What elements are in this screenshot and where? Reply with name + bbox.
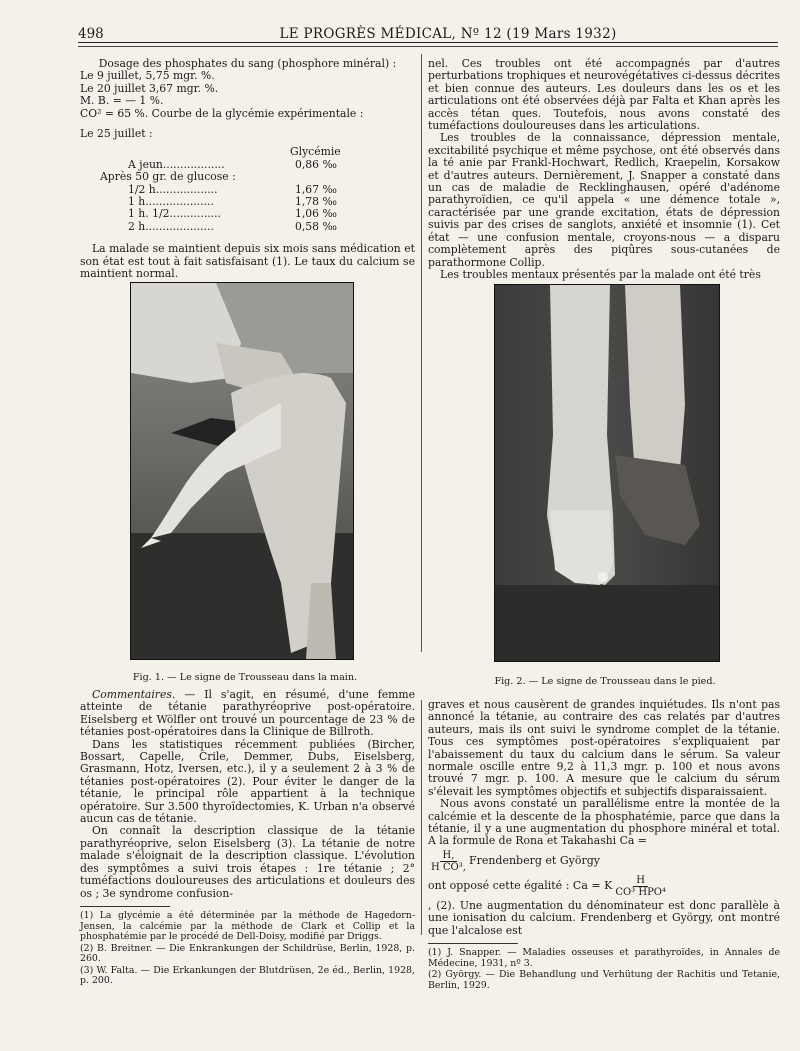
commentaires-lead: Commentaires. [92,688,176,701]
glycemie-value: 0,58 ‰ [295,219,337,233]
glycemie-value: 1,67 ‰ [295,182,337,196]
formula-frendenberg [428,875,780,898]
header-rule [78,42,778,43]
paragraph: Les troubles de la connaissance, dépression mentale, excitabilité psychique et même psychose, ont été observés dans la té anie par Frankl-Hochwart, Redlich, Kraepelin, Korsakow et d'autres auteurs. Dernièrement, J. Snapper a constaté dans un cas de maladie de Recklinghausen, opéré d'adénome parathyroïdien, ce qu'il appela « une démence totale », caractérisée par une grande excitation, états de dépression suivis par des crises de sanglots, anxiété et insomnie (1). Cet état — une confusion mentale, croyons-nous — a disparu complètement après des piqûres sous-cutanées de parathormone Collip. [428,131,780,269]
date-line: Le 25 juillet : [80,127,153,141]
footnotes [80,911,415,987]
formula-rona [428,850,780,873]
paragraph: graves et nous causèrent de grandes inquiétudes. Ils n'ont pas annoncé la tétanie, au contraire des cas relatés par d'autres auteurs, mais ils ont suivi le syndrome complet de la tétanie. Tous ces symptômes post-opératoires s'expliquaient par l'abaissement du taux du calcium dans le sérum. Sa valeur normale oscille entre 9,2 à 11,3 mgr. p. 100 et nous avons trouvé 7 mgr. p. 100. A mesure que le calcium du sérum s'élevait les symptômes objectifs et subjectifs disparaissaient. [428,698,780,798]
paragraph: nel. Ces troubles ont été accompagnés par d'autres perturbations trophiques et neurovégétatives ci-dessus décrites et bien connue des auteurs. Les douleurs dans les os et les articulations ont été observées déjà par Falta et Khan après les accès tétan ques. Toutefois, nous avons constaté des tuméfactions douloureuses dans les articulations. [428,57,780,133]
hand-photo-illustration [131,283,353,659]
paragraph: , (2). Une augmentation du dénominateur est donc parallèle à une ionisation du calcium. Frendenberg et György, ont montré que l'alcalose est [428,898,780,937]
figure-2-caption: Fig. 2. — Le signe de Trousseau dans le pied. [494,676,716,687]
page-number: 498 [78,26,104,42]
header-rule-thin [78,46,778,47]
glycemie-value: 1,78 ‰ [295,195,337,209]
right-column-bottom [428,699,780,992]
formula-text: ont opposé cette égalité : Ca = K [428,879,613,893]
column-divider [421,54,422,652]
fraction-numerator: H [633,875,648,887]
result-line: Le 20 juillet 3,67 mgr. %. [80,81,219,95]
result-line: M. B. = — 1 %. [80,94,164,108]
time-label: 1 h. 1/2............... [128,207,221,221]
fraction-numerator: H, [440,850,458,862]
footnote-rule [428,943,518,944]
phosphate-intro: Dosage des phosphates du sang (phosphore minéral) : [98,57,397,70]
journal-title: LE PROGRÈS MÉDICAL, Nº 12 (19 Mars 1932) [279,26,617,42]
fraction [431,850,466,873]
footnote-rule [80,906,170,907]
time-label: 1/2 h.................. [128,182,218,196]
footnote: (3) W. Falta. — Die Erkankungen der Blutdrüsen, 2e éd., Berlin, 1928, p. 200. [80,964,415,987]
column-divider-bottom [421,700,422,935]
glycemie-value: 1,06 ‰ [295,207,337,221]
footnotes [428,948,780,991]
figure-2-photo [494,284,720,662]
result-line: Le 9 juillet, 5,75 mgr. %. [80,69,215,83]
paragraph: Les troubles mentaux présentés par la malade ont été très [440,267,761,281]
paragraph: Dans les statistiques récemment publiées (Bircher, Bossart, Capelle, Crile, Demmer, Dubs, Eiselsberg, Grasmann, Hotz, Iversen, etc.), il y a seulement 2 à 3 % de tétanies post-opératoires (2). Pour éviter le danger de la tétanie, le principal rôle appartient à la technique opératoire. Sur 3.500 thyroïdectomies, K. Urban n'a observé aucun cas de tétanie. [80,737,415,826]
footnote: (1) La glycémie a été déterminée par la méthode de Hagedorn-Jensen, la calcémie par la méthode de Clark et Collip et la phosphatémie par le procédé de Dell-Doisy, modifié par Driggs. [80,909,415,943]
foot-photo-illustration [495,285,719,661]
closing-paragraph: La malade se maintient depuis six mois sans médication et son état est tout à fait satisfaisant (1). Le taux du calcium se maintient normal. [80,242,415,281]
fraction-denominator: CO³ HPO⁴ [615,886,667,898]
glycemie-row [128,221,415,233]
paragraph [80,689,415,739]
figure-1-caption: Fig. 1. — Le signe de Trousseau dans la main. [132,672,358,683]
footnote: (2) B. Breitner. — Die Enkrankungen der Schildrüse, Berlin, 1928, p. 260. [80,942,415,965]
footnote: (2) György. — Die Behandlung und Verhütung der Rachitis und Tetanie, Berlin, 1929. [428,969,780,991]
time-label: 1 h.................... [128,195,214,209]
paragraph-text: — Il s'agit, en résumé, d'une femme atteinte de tétanie parathyréoprive post-opératoire. Eiselsberg et Wölfler ont trouvé un pourcentage de 23 % de tétanies post-opératoires dans la Clinique de Billroth. [80,688,415,739]
glycemie-header: Glycémie [290,145,341,159]
fraction [615,875,666,898]
footnote: (1) J. Snapper. — Maladies osseuses et parathyroïdes, in Annales de Médecine, 1931, nº 3. [428,947,780,969]
fasting-label: A jeun.................. [128,157,225,171]
formula-text: Frendenberg et György [468,854,600,868]
left-column-bottom [80,689,415,988]
glycemie-row [128,208,415,220]
fasting-value: 0,86 ‰ [295,157,337,171]
figure-1-photo [130,282,354,660]
paragraph: On connaît la description classique de la tétanie parathyréoprive, selon Eiselsberg (3). La tétanie de notre malade s'éloignait de la description classique. L'évolution des symptômes a suivi trois étapes : 1re tétanie ; 2° tuméfactions douloureuses des articulations et douleurs des os ; 3e syndrome confusion- [80,824,415,900]
result-line: CO² = 65 %. Courbe de la glycémie expérimentale : [80,106,364,120]
after-glucose-label: Après 50 gr. de glucose : [100,170,236,184]
right-column-top [428,58,780,281]
time-label: 2 h.................... [128,219,214,233]
fraction-denominator: H CO³, [431,861,466,873]
paragraph: Nous avons constaté un parallélisme entre la montée de la calcémie et la descente de la phosphatémie, parce que dans la tétanie, il y a une augmentation du phosphore minéral et total. A la formule de Rona et Takahashi Ca = [428,797,780,848]
lab-results-block [80,58,415,281]
